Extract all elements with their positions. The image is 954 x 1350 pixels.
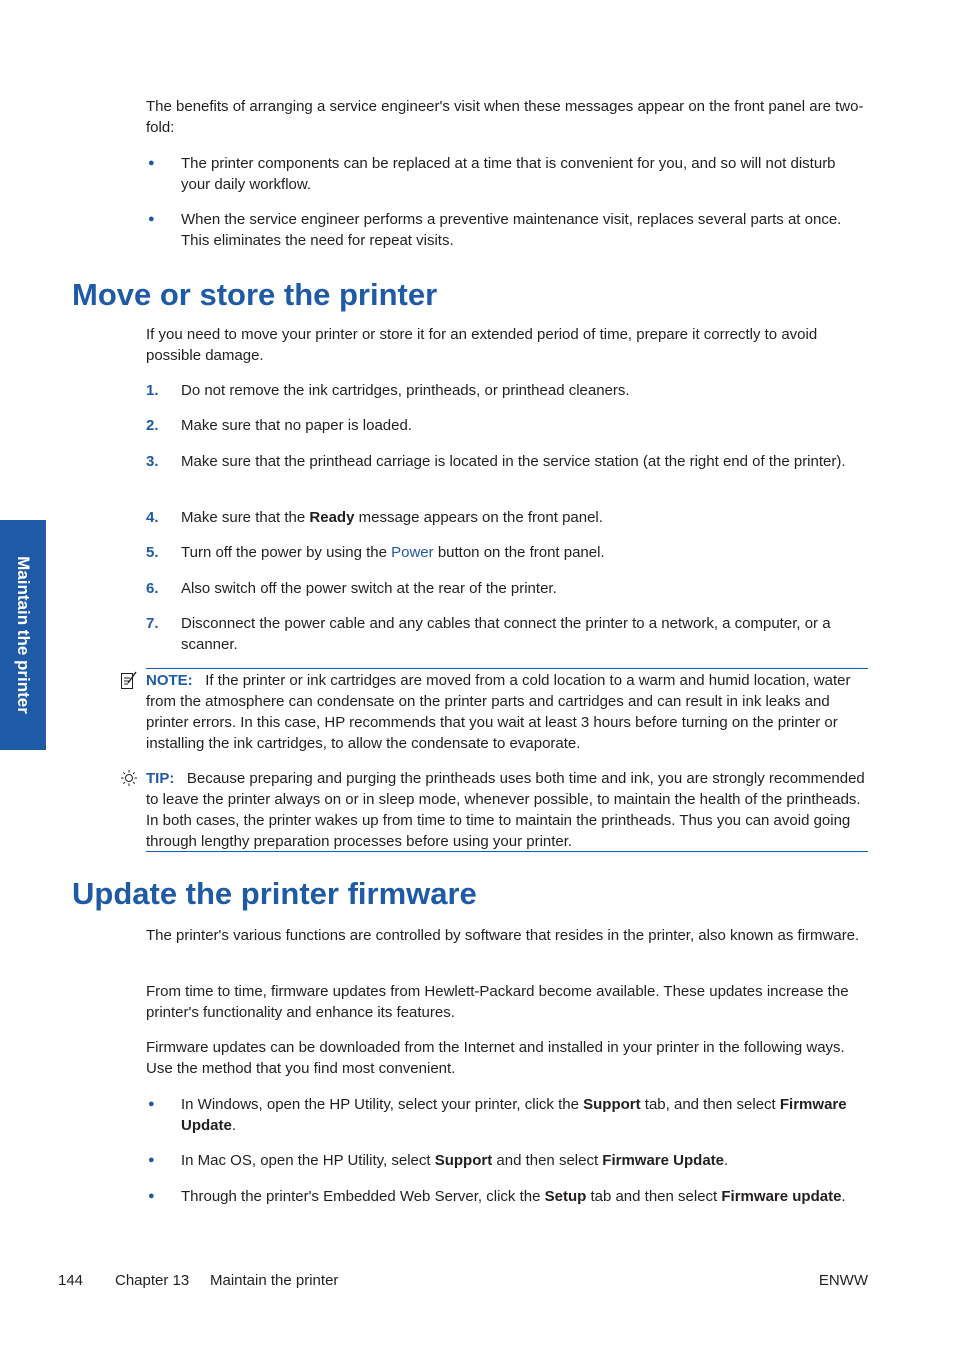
bullet-icon: ● — [148, 213, 155, 225]
firmware-paragraph-1: The printer's various functions are controlled by software that resides in the printer, also known as firmware. — [146, 927, 860, 944]
bullet-text: tab, and then select — [640, 1096, 780, 1113]
lightbulb-icon — [120, 769, 138, 787]
firmware-heading: Update the printer firmware — [72, 876, 477, 911]
setup-tab-label: Setup — [544, 1188, 587, 1205]
firmware-paragraph-3: Firmware updates can be downloaded from the Internet and installed in your printer in the following ways. Use the method that you find most convenient. — [146, 1039, 845, 1077]
bullet-icon: ● — [148, 1154, 155, 1166]
tip-label: TIP: — [146, 770, 175, 787]
step-number: 7. — [146, 615, 159, 632]
bullet-icon: ● — [148, 1190, 155, 1202]
power-link[interactable]: Power — [391, 544, 434, 561]
step-4-pre: Make sure that the — [181, 509, 310, 526]
page-number: 144 — [58, 1272, 84, 1289]
note-label: NOTE: — [146, 672, 193, 689]
firmware-bullet-macos — [181, 1150, 868, 1171]
support-label: Support — [434, 1152, 493, 1169]
step-5-text — [181, 542, 868, 563]
step-number: 5. — [146, 544, 159, 561]
chapter-side-tab-label: Maintain the printer — [14, 556, 33, 714]
step-number: 3. — [146, 453, 159, 470]
ready-label: Ready — [309, 509, 355, 526]
bullet-icon: ● — [148, 1098, 155, 1110]
step-number: 6. — [146, 580, 159, 597]
step-4-post: message appears on the front panel. — [354, 509, 603, 526]
note-body: If the printer or ink cartridges are moved from a cold location to a warm and humid location, water from the atmosphere can condensate on the printer parts and cartridges and can result in ink leaks and printer errors. In this case, HP recommends that you wait at least 3 hours before turning on the printer or installing the ink cartridges, to allow the condensate to evaporate. — [146, 672, 851, 752]
note-icon — [120, 671, 138, 691]
firmware-update-label: Firmware Update — [602, 1152, 724, 1169]
bullet-text: Through the printer's Embedded Web Server, click the — [181, 1188, 545, 1205]
bullet-text: . — [841, 1188, 846, 1205]
step-5-post: button on the front panel. — [433, 544, 605, 561]
bullet-icon: ● — [148, 157, 155, 169]
firmware-bullet-ews — [181, 1186, 868, 1207]
move-heading: Move or store the printer — [72, 277, 438, 312]
intro-bullet-2: When the service engineer performs a preventive maintenance visit, replaces several parts at once. This eliminates the need for repeat visits. — [181, 211, 842, 249]
step-5-pre: Turn off the power by using the — [181, 544, 392, 561]
bullet-text: In Windows, open the HP Utility, select your printer, click the — [181, 1096, 584, 1113]
firmware-bullet-windows — [181, 1094, 868, 1136]
step-number: 2. — [146, 417, 159, 434]
step-2-text: Make sure that no paper is loaded. — [181, 417, 412, 434]
bullet-text: tab and then select — [586, 1188, 722, 1205]
tip-bottom-rule — [146, 851, 868, 852]
step-number: 1. — [146, 382, 159, 399]
firmware-paragraph-2: From time to time, firmware updates from Hewlett-Packard become available. These updates increase the printer's functionality and enhance its features. — [146, 983, 849, 1021]
step-1-text: Do not remove the ink cartridges, printheads, or printhead cleaners. — [181, 382, 630, 399]
note-top-rule — [146, 668, 868, 669]
firmware-update-label: Firmware update — [721, 1188, 842, 1205]
tip-body: Because preparing and purging the printheads uses both time and ink, you are strongly recommended to leave the printer always on or in sleep mode, whenever possible, to maintain the health of the printheads. In both cases, the printer wakes up from time to time to maintain the printheads. Thus you can avoid going through lengthy preparation processes before using your printer. — [146, 770, 865, 850]
step-7-text: Disconnect the power cable and any cables that connect the printer to a network, a computer, or a scanner. — [181, 615, 831, 653]
step-6-text: Also switch off the power switch at the rear of the printer. — [181, 580, 557, 597]
intro-paragraph: The benefits of arranging a service engineer's visit when these messages appear on the front panel are two-fold: — [146, 98, 864, 136]
footer-chapter: Chapter 13 — [115, 1272, 190, 1289]
bullet-text: and then select — [492, 1152, 603, 1169]
bullet-text: . — [231, 1117, 237, 1134]
intro-bullet-1: The printer components can be replaced at a time that is convenient for you, and so will not disturb your daily workflow. — [181, 155, 836, 193]
bullet-text: . — [724, 1152, 729, 1169]
firmware-update-label: Firmware Update — [181, 1096, 847, 1134]
note-text — [146, 670, 868, 754]
footer-chapter-title: Maintain the printer — [210, 1272, 339, 1289]
step-4-text — [181, 507, 868, 528]
step-3-text: Make sure that the printhead carriage is located in the service station (at the right end of the printer). — [181, 453, 846, 470]
bullet-text: In Mac OS, open the HP Utility, select — [181, 1152, 435, 1169]
tip-text — [146, 768, 868, 852]
footer-enww: ENWW — [818, 1272, 868, 1289]
step-number: 4. — [146, 509, 159, 526]
support-tab-label: Support — [583, 1096, 641, 1113]
move-paragraph: If you need to move your printer or store it for an extended period of time, prepare it correctly to avoid possible damage. — [146, 326, 818, 364]
